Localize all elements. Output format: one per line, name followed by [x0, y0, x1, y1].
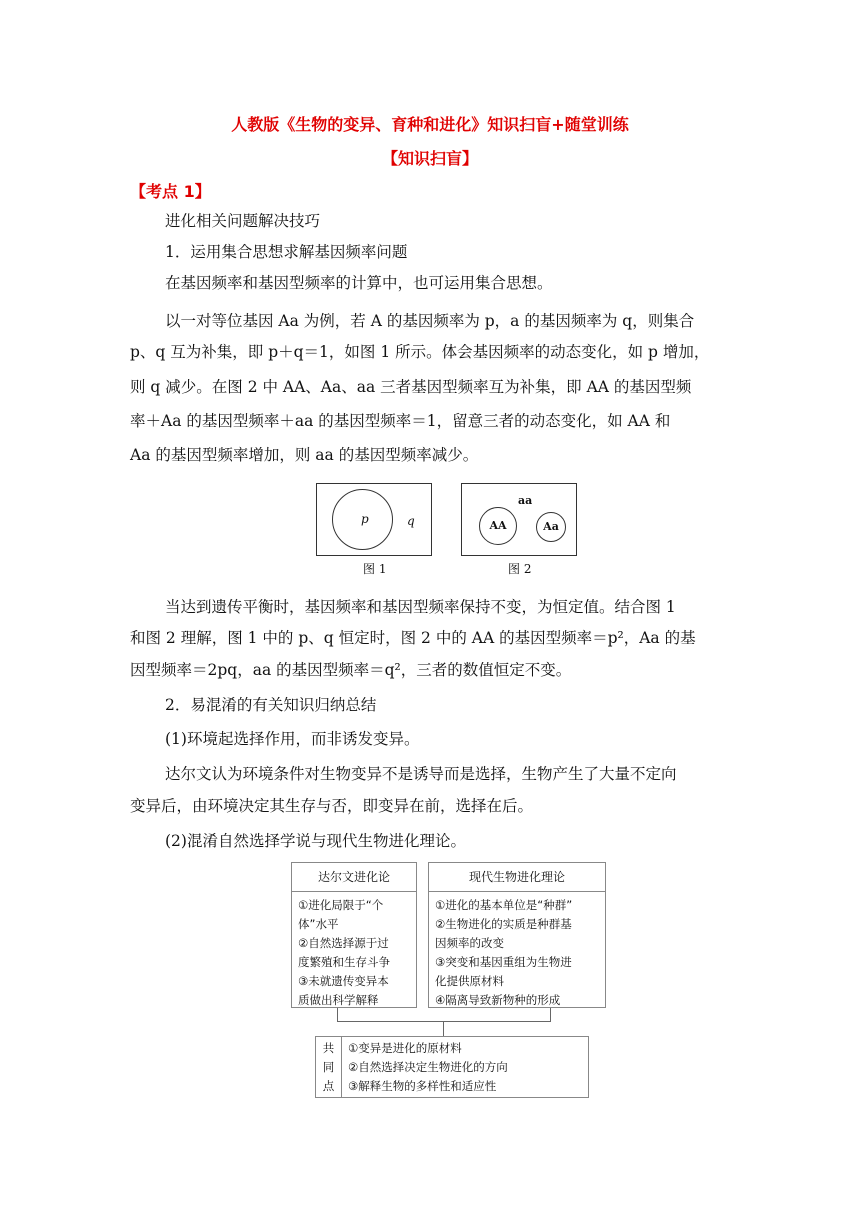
- figure-1-caption: 图 1: [363, 562, 387, 576]
- common-points-label: 共 同 点: [316, 1037, 342, 1097]
- darwin-item: ②自然选择源于过: [298, 936, 389, 950]
- item-2: 2．易混淆的有关知识归纳总结: [165, 696, 377, 714]
- darwin-item: ①进化局限于“个: [298, 898, 384, 912]
- section-heading: 进化相关问题解决技巧: [165, 212, 321, 230]
- figure-2-Aa-circle: Aa: [536, 512, 566, 542]
- connector-right: [550, 1008, 551, 1022]
- paragraph-3-line-3: 因型频率＝2pq，aa 的基因型频率＝q²，三者的数值恒定不变。: [130, 661, 572, 679]
- connector-left: [337, 1008, 338, 1022]
- paragraph-2-line-2: p、q 互为补集，即 p＋q＝1，如图 1 所示。体会基因频率的动态变化，如 p 增加，: [130, 343, 710, 361]
- modern-item: ②生物进化的实质是种群基: [435, 917, 572, 931]
- kaodian-label: 【考点 1】: [130, 182, 211, 201]
- modern-item: 因频率的改变: [435, 936, 504, 950]
- modern-item: ④隔离导致新物种的形成: [435, 993, 561, 1007]
- common-item: ②自然选择决定生物进化的方向: [348, 1060, 508, 1074]
- darwin-item: 度繁殖和生存斗争: [298, 955, 390, 969]
- paragraph-4-line-2: 变异后，由环境决定其生存与否，即变异在前，选择在后。: [130, 797, 534, 815]
- paragraph-2-line-4: 率＋Aa 的基因型频率＋aa 的基因型频率＝1，留意三者的动态变化，如 AA 和: [130, 412, 671, 430]
- modern-item: ③突变和基因重组为生物进: [435, 955, 572, 969]
- figure-2-aa-label: aa: [518, 494, 533, 507]
- paragraph-3-line-2: 和图 2 理解，图 1 中的 p、q 恒定时，图 2 中的 AA 的基因型频率＝p²，Aa 的基: [130, 629, 696, 647]
- darwin-item: 质做出科学解释: [298, 993, 379, 1007]
- modern-theory-title: 现代生物进化理论: [429, 863, 605, 892]
- paragraph-2-line-1: 以一对等位基因 Aa 为例，若 A 的基因频率为 p，a 的基因频率为 q，则集合: [165, 312, 695, 330]
- figure-2-venn: [461, 483, 577, 556]
- figure-1-venn: [316, 483, 432, 556]
- common-points-box: [315, 1036, 589, 1098]
- figure-1-q-label: q: [407, 514, 415, 528]
- paragraph-1: 在基因频率和基因型频率的计算中，也可运用集合思想。: [165, 274, 553, 292]
- connector-down: [443, 1021, 444, 1037]
- figure-2-caption: 图 2: [508, 562, 532, 576]
- modern-theory-box: [428, 862, 606, 1008]
- modern-item: ①进化的基本单位是“种群”: [435, 898, 573, 912]
- paragraph-4-line-1: 达尔文认为环境条件对生物变异不是诱导而是选择，生物产生了大量不定向: [165, 765, 677, 783]
- paragraph-3-line-1: 当达到遗传平衡时，基因频率和基因型频率保持不变，为恒定值。结合图 1: [165, 598, 676, 616]
- paragraph-2-line-3: 则 q 减少。在图 2 中 AA、Aa、aa 三者基因型频率互为补集，即 AA 的基因型频: [130, 378, 692, 396]
- figure-2-AA-circle: AA: [479, 507, 517, 545]
- common-item: ①变异是进化的原材料: [348, 1041, 462, 1055]
- darwin-theory-box: [291, 862, 417, 1008]
- sub-item-2: (2)混淆自然选择学说与现代生物进化理论。: [165, 832, 466, 850]
- common-item: ③解释生物的多样性和适应性: [348, 1079, 497, 1093]
- darwin-theory-title: 达尔文进化论: [292, 863, 416, 892]
- document-title: 人教版《生物的变异、育种和进化》知识扫盲+随堂训练: [231, 115, 629, 134]
- figure-1-p-label: p: [361, 512, 369, 526]
- item-1: 1．运用集合思想求解基因频率问题: [165, 243, 408, 261]
- paragraph-2-line-5: Aa 的基因型频率增加，则 aa 的基因型频率减少。: [130, 446, 479, 464]
- darwin-item: ③未就遗传变异本: [298, 974, 389, 988]
- darwin-item: 体”水平: [298, 917, 339, 931]
- connector-horizontal: [337, 1021, 551, 1022]
- modern-item: 化提供原材料: [435, 974, 504, 988]
- section-subtitle: 【知识扫盲】: [381, 149, 478, 168]
- sub-item-1: (1)环境起选择作用，而非诱发变异。: [165, 730, 420, 748]
